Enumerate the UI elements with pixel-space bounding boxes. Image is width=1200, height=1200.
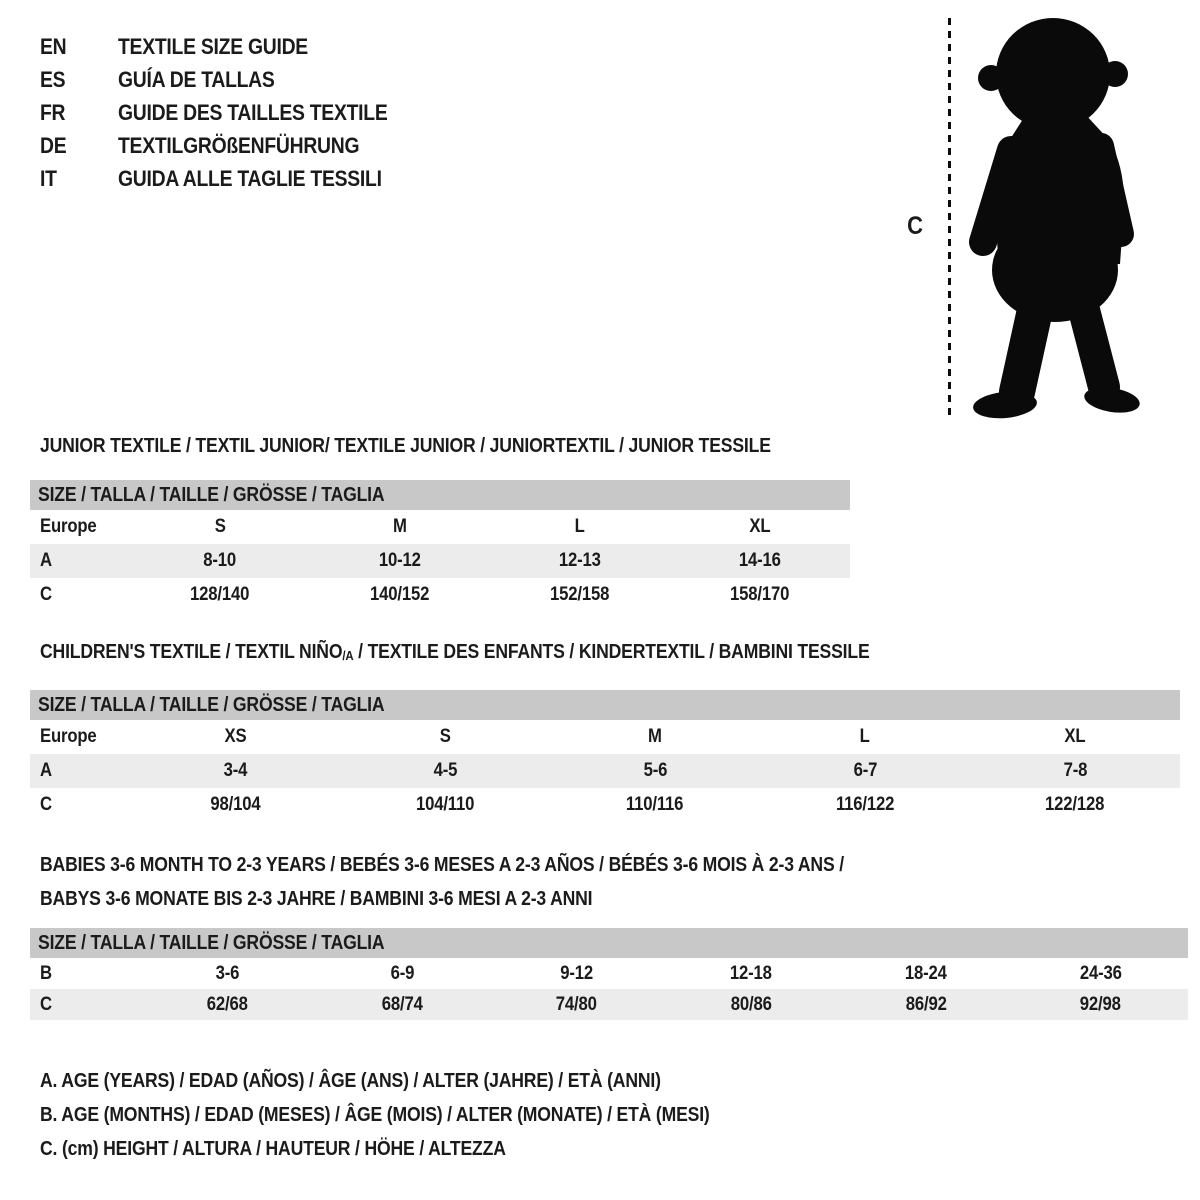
size-cell: 8-10 bbox=[203, 550, 237, 571]
title-subscript: /A bbox=[342, 648, 354, 663]
size-cell: 104/110 bbox=[415, 794, 475, 815]
size-header-cell: SIZE / TALLA / TAILLE / GRÖSSE / TAGLIA bbox=[30, 690, 1180, 720]
language-row-en bbox=[40, 30, 424, 63]
guide-title-fr: GUIDE DES TAILLES TEXTILE bbox=[118, 99, 388, 125]
table-row bbox=[30, 510, 850, 544]
size-cell: 74/80 bbox=[556, 993, 598, 1015]
size-cell: 14-16 bbox=[739, 550, 781, 571]
babies-size-table bbox=[30, 928, 1188, 1020]
size-header-row bbox=[30, 928, 1188, 958]
language-code: FR bbox=[40, 99, 66, 125]
size-cell: 4-5 bbox=[433, 760, 457, 781]
size-cell: S bbox=[439, 726, 451, 747]
size-header-row bbox=[30, 480, 850, 510]
table-row bbox=[30, 754, 1180, 788]
height-dashed-line bbox=[948, 18, 951, 416]
size-cell: 18-24 bbox=[904, 962, 947, 984]
table-row bbox=[30, 989, 1188, 1020]
legend-height-cm: C. (cm) HEIGHT / ALTURA / HAUTEUR / HÖHE / ALTEZZA bbox=[40, 1138, 506, 1160]
size-cell: 158/170 bbox=[730, 584, 790, 605]
size-cell: 6-9 bbox=[390, 962, 414, 984]
size-cell: 86/92 bbox=[905, 993, 947, 1015]
size-cell: 6-7 bbox=[853, 760, 877, 781]
language-row-es bbox=[40, 63, 424, 96]
children-section-title: CHILDREN'S TEXTILE / TEXTIL NIÑO/A / TEXTILE DES ENFANTS / KINDERTEXTIL / BAMBINI TESSILE bbox=[40, 641, 870, 663]
table-row bbox=[30, 958, 1188, 989]
size-cell: 110/116 bbox=[626, 794, 684, 815]
size-cell: L bbox=[859, 726, 871, 747]
size-cell: 140/152 bbox=[370, 584, 430, 605]
language-row-it bbox=[40, 162, 424, 195]
language-code: IT bbox=[40, 165, 57, 191]
junior-section-title: JUNIOR TEXTILE / TEXTIL JUNIOR/ TEXTILE JUNIOR / JUNIORTEXTIL / JUNIOR TESSILE bbox=[40, 435, 771, 457]
table-row bbox=[30, 578, 850, 612]
children-size-table bbox=[30, 690, 1180, 822]
guide-title-it: GUIDA ALLE TAGLIE TESSILI bbox=[118, 165, 382, 191]
size-header-cell: SIZE / TALLA / TAILLE / GRÖSSE / TAGLIA bbox=[30, 480, 850, 510]
row-label: C bbox=[40, 794, 52, 815]
height-measure-label: C bbox=[907, 212, 923, 240]
toddler-silhouette-icon bbox=[963, 12, 1141, 422]
size-cell: 24-36 bbox=[1079, 962, 1122, 984]
size-cell: 5-6 bbox=[643, 760, 667, 781]
language-row-de bbox=[40, 129, 424, 162]
size-cell: M bbox=[393, 516, 407, 537]
size-cell: M bbox=[648, 726, 662, 747]
size-cell: 3-6 bbox=[215, 962, 240, 984]
babies-section-title bbox=[40, 848, 954, 916]
babies-title-line1: BABIES 3-6 MONTH TO 2-3 YEARS / BEBÉS 3-6 MESES A 2-3 AÑOS / BÉBÉS 3-6 MOIS À 2-3 ANS / bbox=[40, 854, 844, 876]
size-header-row bbox=[30, 690, 1180, 720]
language-code: ES bbox=[40, 66, 66, 92]
size-cell: 62/68 bbox=[206, 993, 248, 1015]
language-code: EN bbox=[40, 33, 67, 59]
size-cell: XL bbox=[1064, 726, 1086, 747]
guide-title-de: TEXTILGRÖßENFÜHRUNG bbox=[118, 132, 360, 158]
size-cell: XL bbox=[749, 516, 771, 537]
table-row bbox=[30, 720, 1180, 754]
row-label: A bbox=[40, 550, 52, 571]
row-label: B bbox=[40, 962, 52, 984]
row-label: A bbox=[40, 760, 52, 781]
size-cell: L bbox=[574, 516, 586, 537]
size-cell: 3-4 bbox=[223, 760, 247, 781]
table-row bbox=[30, 544, 850, 578]
row-label: Europe bbox=[40, 726, 97, 747]
row-label: C bbox=[40, 584, 52, 605]
size-cell: 68/74 bbox=[381, 993, 423, 1015]
size-cell: S bbox=[214, 516, 226, 537]
size-cell: 116/122 bbox=[835, 794, 895, 815]
size-cell: 80/86 bbox=[730, 993, 772, 1015]
size-cell: 92/98 bbox=[1080, 993, 1122, 1015]
size-cell: XS bbox=[224, 726, 246, 747]
legend-age-months: B. AGE (MONTHS) / EDAD (MESES) / ÂGE (MOIS) / ALTER (MONATE) / ETÀ (MESI) bbox=[40, 1104, 710, 1126]
size-cell: 152/158 bbox=[550, 584, 610, 605]
guide-title-en: TEXTILE SIZE GUIDE bbox=[118, 33, 308, 59]
size-cell: 12-13 bbox=[559, 550, 601, 571]
size-cell: 98/104 bbox=[209, 794, 261, 815]
language-code: DE bbox=[40, 132, 67, 158]
row-label: C bbox=[40, 993, 52, 1015]
guide-title-es: GUÍA DE TALLAS bbox=[118, 66, 275, 92]
size-cell: 12-18 bbox=[730, 962, 773, 984]
size-cell: 122/128 bbox=[1045, 794, 1105, 815]
size-header-cell: SIZE / TALLA / TAILLE / GRÖSSE / TAGLIA bbox=[30, 928, 1188, 958]
babies-title-line2: BABYS 3-6 MONATE BIS 2-3 JAHRE / BAMBINI 3-6 MESI A 2-3 ANNI bbox=[40, 888, 593, 910]
table-row bbox=[30, 788, 1180, 822]
measure-legend bbox=[40, 1064, 801, 1166]
language-title-list bbox=[40, 30, 424, 195]
size-cell: 7-8 bbox=[1063, 760, 1087, 781]
size-cell: 10-12 bbox=[379, 550, 421, 571]
size-cell: 9-12 bbox=[560, 962, 594, 984]
row-label: Europe bbox=[40, 516, 97, 537]
language-row-fr bbox=[40, 96, 424, 129]
junior-size-table bbox=[30, 480, 850, 612]
legend-age-years: A. AGE (YEARS) / EDAD (AÑOS) / ÂGE (ANS) / ALTER (JAHRE) / ETÀ (ANNI) bbox=[40, 1070, 661, 1092]
size-cell: 128/140 bbox=[190, 584, 250, 605]
